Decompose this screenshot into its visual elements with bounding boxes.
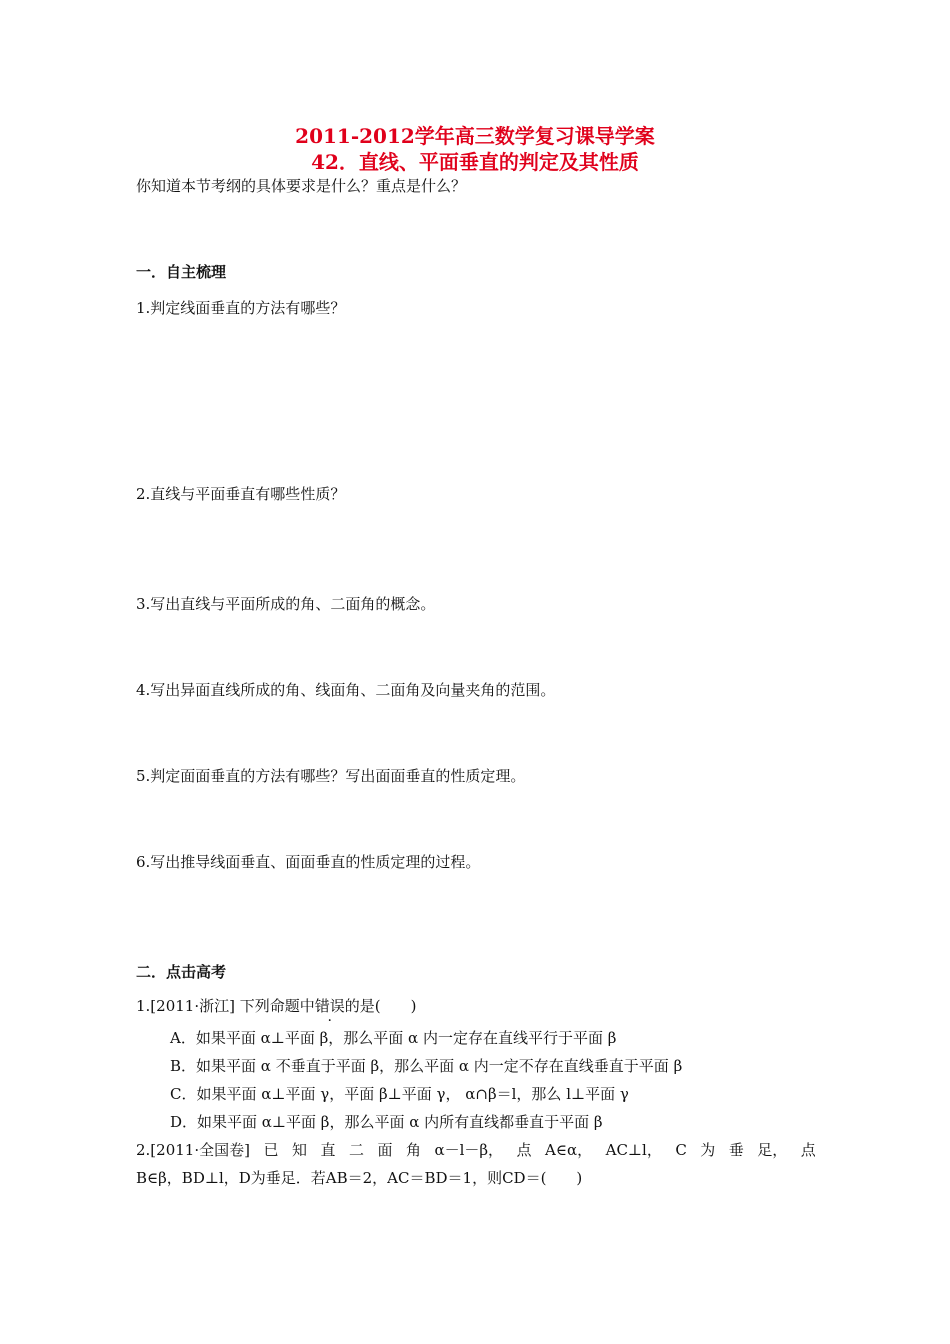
q2-part: 为 (700, 1141, 716, 1159)
question-6: 6.写出推导线面垂直、面面垂直的性质定理的过程。 (136, 853, 481, 871)
q2-part: 二 (348, 1141, 364, 1159)
question-2: 2.直线与平面垂直有哪些性质？ (136, 485, 346, 503)
q2-part: 面 (377, 1141, 393, 1159)
q2-part: 足， (757, 1141, 788, 1159)
emphasis-word: 错误 (314, 997, 345, 1015)
section-heading-1: 一．自主梳理 (136, 263, 227, 281)
exam-question-1-prefix: 1.[2011·浙江] 下列命题中 (136, 997, 315, 1015)
q2-part: 垂 (728, 1141, 744, 1159)
q2-part: C (675, 1141, 687, 1159)
q2-part: AC⊥l， (605, 1141, 662, 1159)
q2-part: 点 (800, 1141, 816, 1159)
question-3: 3.写出直线与平面所成的角、二面角的概念。 (136, 595, 436, 613)
question-4: 4.写出异面直线所成的角、线面角、二面角及向量夹角的范围。 (136, 681, 556, 699)
option-b: B．如果平面 α 不垂直于平面 β，那么平面 α 内一定不存在直线垂直于平面 β (170, 1057, 683, 1075)
exam-question-1-suffix: 的是( ) (344, 997, 417, 1015)
option-d: D．如果平面 α⊥平面 β，那么平面 α 内所有直线都垂直于平面 β (170, 1113, 603, 1131)
q2-part: 点 (516, 1141, 532, 1159)
q2-part: α－l－β， (434, 1141, 504, 1159)
q2-part: A∈α， (545, 1141, 593, 1159)
section-heading-2: 二．点击高考 (136, 963, 227, 981)
document-subtitle: 42．直线、平面垂直的判定及其性质 (311, 150, 639, 174)
option-a: A．如果平面 α⊥平面 β，那么平面 α 内一定存在直线平行于平面 β (170, 1029, 617, 1047)
intro-question: 你知道本节考纲的具体要求是什么？重点是什么？ (136, 177, 467, 195)
q2-part: 角 (405, 1141, 421, 1159)
exam-question-1 (136, 996, 416, 1016)
q2-part: 2.[2011·全国卷] (136, 1141, 250, 1159)
q2-part: 知 (291, 1141, 307, 1159)
document-title: 2011-2012学年高三数学复习课导学案 (295, 124, 655, 148)
option-c: C．如果平面 α⊥平面 γ，平面 β⊥平面 γ， α∩β＝l，那么 l⊥平面 γ (170, 1085, 629, 1103)
q2-part: 已 (263, 1141, 279, 1159)
exam-question-2-line1 (136, 1140, 816, 1160)
q2-part: 直 (320, 1141, 336, 1159)
question-5: 5.判定面面垂直的方法有哪些？写出面面垂直的性质定理。 (136, 767, 526, 785)
question-1: 1.判定线面垂直的方法有哪些？ (136, 299, 346, 317)
exam-question-2-line2: B∈β，BD⊥l，D为垂足．若AB＝2，AC＝BD＝1，则CD＝( ) (136, 1169, 583, 1187)
